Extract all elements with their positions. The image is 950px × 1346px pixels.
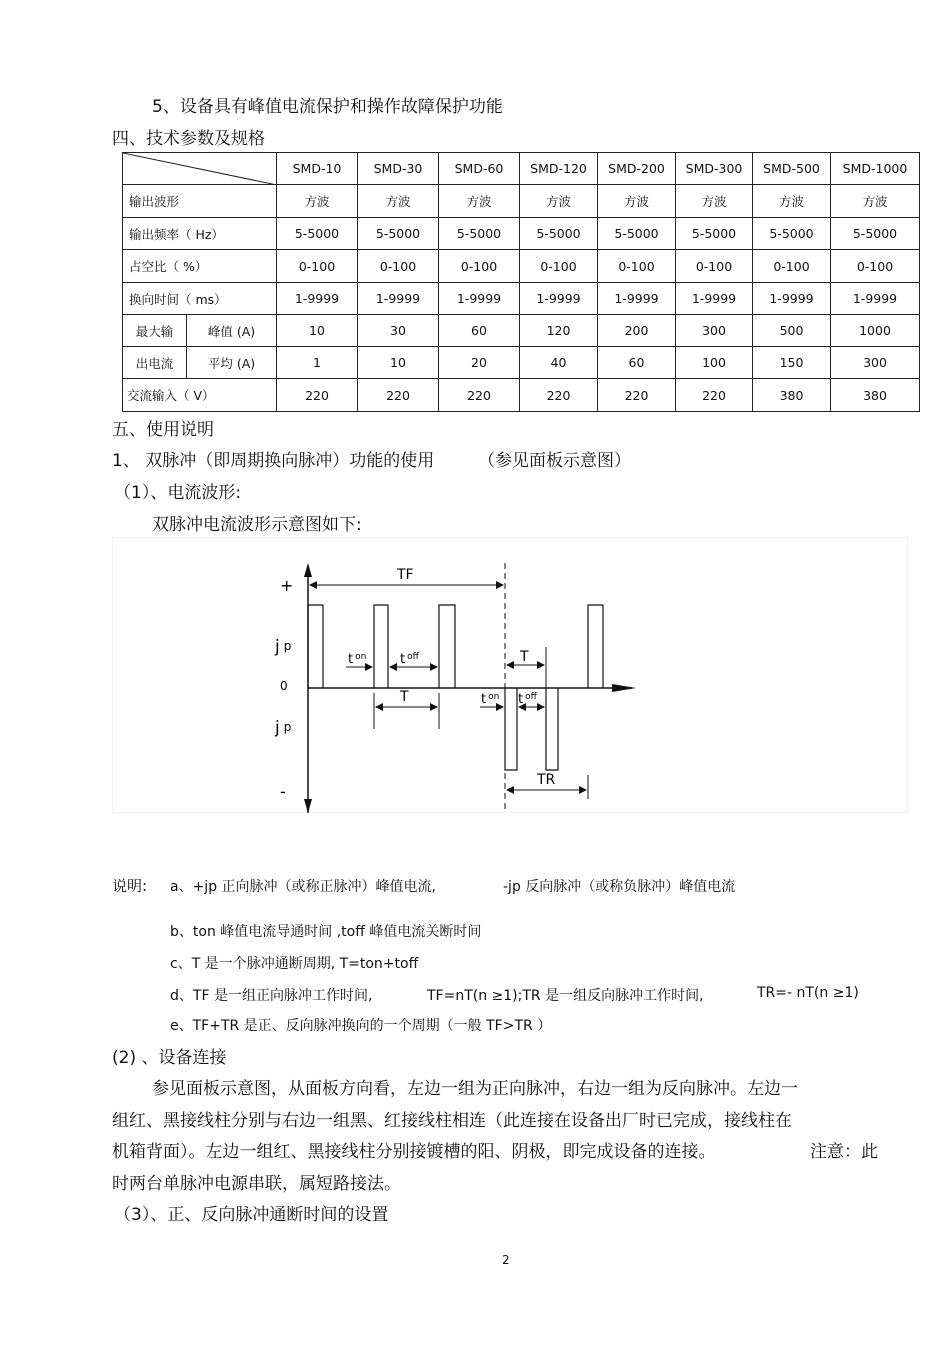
table-row [123,218,920,250]
row-label: 平均 (A) [187,347,277,379]
table-cell: 方波 [676,185,753,218]
ton-label [348,652,366,667]
t-label-2: T [520,649,529,665]
diagonal-line [123,153,277,185]
model-header: SMD-120 [520,153,598,185]
table-cell: 300 [676,315,753,347]
table-cell: 220 [598,379,676,412]
table-cell: 500 [753,315,831,347]
ton-t: t [348,652,354,667]
page-number: 2 [502,1253,510,1267]
table-cell: 1-9999 [676,283,753,315]
table-cell: 方波 [753,185,831,218]
table-cell: 0-100 [358,250,439,283]
jp-positive-label [274,637,291,657]
table-cell: 5-5000 [277,218,358,250]
max-output-label [123,347,187,379]
table-cell: 220 [676,379,753,412]
diagram-frame [113,538,908,813]
row-label: 交流输入（ V） [123,379,277,412]
table-cell: 方波 [520,185,598,218]
waveform-diagram [112,537,912,827]
table-cell: 10 [358,347,439,379]
feature-5: 5、设备具有峰值电流保护和操作故障保护功能 [152,97,503,117]
tf-label: TF [397,567,414,583]
table-cell: 1 [277,347,358,379]
table-row [123,379,920,412]
table-cell: 60 [598,347,676,379]
pulse-positive [439,605,455,688]
toff-label [400,652,420,667]
toff-subscript: off [407,652,419,662]
model-header: SMD-500 [753,153,831,185]
section-4-title: 四、技术参数及规格 [112,129,265,149]
x-axis-arrow [612,684,636,692]
model-header: SMD-60 [439,153,520,185]
toff-label-2 [518,692,538,707]
table-cell: 220 [439,379,520,412]
pulse-negative [505,688,517,770]
paragraph-line-4: 时两台单脉冲电源串联，属短路接法。 [112,1174,401,1194]
table-cell: 0-100 [439,250,520,283]
table-cell: 1-9999 [358,283,439,315]
row-label: 输出波形 [123,185,277,218]
table-cell: 100 [676,347,753,379]
table-cell: 200 [598,315,676,347]
model-header: SMD-30 [358,153,439,185]
table-cell: 1-9999 [753,283,831,315]
paragraph-line-3: 机箱背面）。左边一组红、黑接线柱分别接镀槽的阳、阴极，即完成设备的连接。 [112,1142,716,1162]
sub-1-heading: （1）、电流波形: [114,483,242,503]
plus-label: + [280,576,294,595]
paragraph-line-1: 参见面板示意图，从面板方向看，左边一组为正向脉冲，右边一组为反向脉冲。左边一 [152,1079,798,1099]
table-cell: 方波 [598,185,676,218]
ton-subscript-2: on [488,692,500,702]
table-cell: 5-5000 [831,218,920,250]
table-cell: 5-5000 [520,218,598,250]
toff-subscript-2: off [525,692,537,702]
table-cell: 60 [439,315,520,347]
table-cell: 1-9999 [277,283,358,315]
y-axis-arrow-down [304,799,312,813]
table-cell: 220 [358,379,439,412]
table-cell: 1-9999 [520,283,598,315]
table-cell: 0-100 [277,250,358,283]
table-cell: 150 [753,347,831,379]
table-cell: 0-100 [598,250,676,283]
jp-negative-label [274,718,291,738]
note-c: c、T 是一个脉冲通断周期, T=ton+toff [170,956,419,972]
table-cell: 0-100 [753,250,831,283]
paragraph-line-2: 组红、黑接线柱分别与右边一组黑、红接线柱相连（此连接在设备出厂时已完成，接线柱在 [112,1111,792,1131]
model-header: SMD-200 [598,153,676,185]
tr-label: TR [537,772,556,788]
table-row [123,315,920,347]
table-row [123,283,920,315]
note-d-2: TF=nT(n ≥1);TR 是一组反向脉冲工作时间, [427,988,704,1004]
table-cell: 5-5000 [439,218,520,250]
table-cell: 5-5000 [598,218,676,250]
sub-2-heading: (2) 、设备连接 [112,1048,227,1068]
table-row [123,185,920,218]
table-cell: 方波 [358,185,439,218]
pulse-positive [308,605,323,688]
table-cell: 40 [520,347,598,379]
table-cell: 1-9999 [831,283,920,315]
table-cell: 方波 [439,185,520,218]
pulse-positive [588,605,603,688]
paragraph-note: 注意：此 [810,1142,878,1162]
table-cell: 1-9999 [598,283,676,315]
row-label: 占空比（ %） [123,250,277,283]
pulse-negative [546,688,558,770]
jp-p: p [283,639,292,653]
table-cell: 20 [439,347,520,379]
table-cell: 5-5000 [676,218,753,250]
max-output-label-2: 出电流 [135,355,174,371]
table-cell: 0-100 [520,250,598,283]
row-label: 换向时间（ ms） [123,283,277,315]
t-label: T [400,689,409,705]
ton-t-2: t [481,692,487,707]
section-5-title: 五、使用说明 [112,420,214,440]
notes-lead: 说明: [112,877,148,895]
row-label: 输出频率（ Hz） [123,218,277,250]
jp-j-2: j [275,718,280,738]
row-label: 峰值 (A) [187,315,277,347]
note-a: a、+jp 正向脉冲（或称正脉冲）峰值电流, [170,879,436,895]
toff-t-2: t [518,692,524,707]
table-cell: 380 [753,379,831,412]
table-cell: 120 [520,315,598,347]
table-cell: 380 [831,379,920,412]
ton-label-2 [481,692,499,707]
table-cell: 30 [358,315,439,347]
note-d-1: d、TF 是一组正向脉冲工作时间, [170,988,373,1004]
max-output-label-1: 最大输 [135,323,174,339]
note-b: b、ton 峰值电流导通时间 ,toff 峰值电流关断时间 [170,924,482,940]
table-cell: 10 [277,315,358,347]
note-a-2: -jp 反向脉冲（或称负脉冲）峰值电流 [503,879,736,895]
toff-t: t [400,652,406,667]
pulse-positive [374,605,388,688]
model-header: SMD-1000 [831,153,920,185]
item-1-heading: 1、 双脉冲（即周期换向脉冲）功能的使用 [112,451,435,471]
y-axis-arrow-up [304,563,312,577]
table-cell: 0-100 [831,250,920,283]
table-header-row [123,153,920,185]
table-cell: 方波 [831,185,920,218]
item-1-reference: （参见面板示意图） [478,451,631,471]
table-cell: 5-5000 [753,218,831,250]
table-cell: 300 [831,347,920,379]
sub-3-heading: （3）、正、反向脉冲通断时间的设置 [114,1205,389,1225]
jp-j: j [275,637,280,657]
table-cell: 220 [520,379,598,412]
table-cell: 1-9999 [439,283,520,315]
table-cell: 5-5000 [358,218,439,250]
model-header: SMD-10 [277,153,358,185]
ton-subscript: on [355,652,367,662]
table-row [123,347,920,379]
table-cell: 1000 [831,315,920,347]
minus-label: - [280,782,286,801]
table-cell: 方波 [277,185,358,218]
note-e: e、TF+TR 是正、反向脉冲换向的一个周期（一般 TF>TR ） [170,1018,552,1034]
jp-p-2: p [283,720,292,734]
table-cell: 220 [277,379,358,412]
table-row [123,250,920,283]
sub-1-description: 双脉冲电流波形示意图如下: [152,515,362,535]
zero-label: 0 [280,679,288,693]
spec-table [122,152,920,412]
note-d-3: TR=- nT(n ≥1) [757,985,859,1001]
diagonal-header-cell [123,153,277,185]
max-output-label [123,315,187,347]
model-header: SMD-300 [676,153,753,185]
table-cell: 0-100 [676,250,753,283]
